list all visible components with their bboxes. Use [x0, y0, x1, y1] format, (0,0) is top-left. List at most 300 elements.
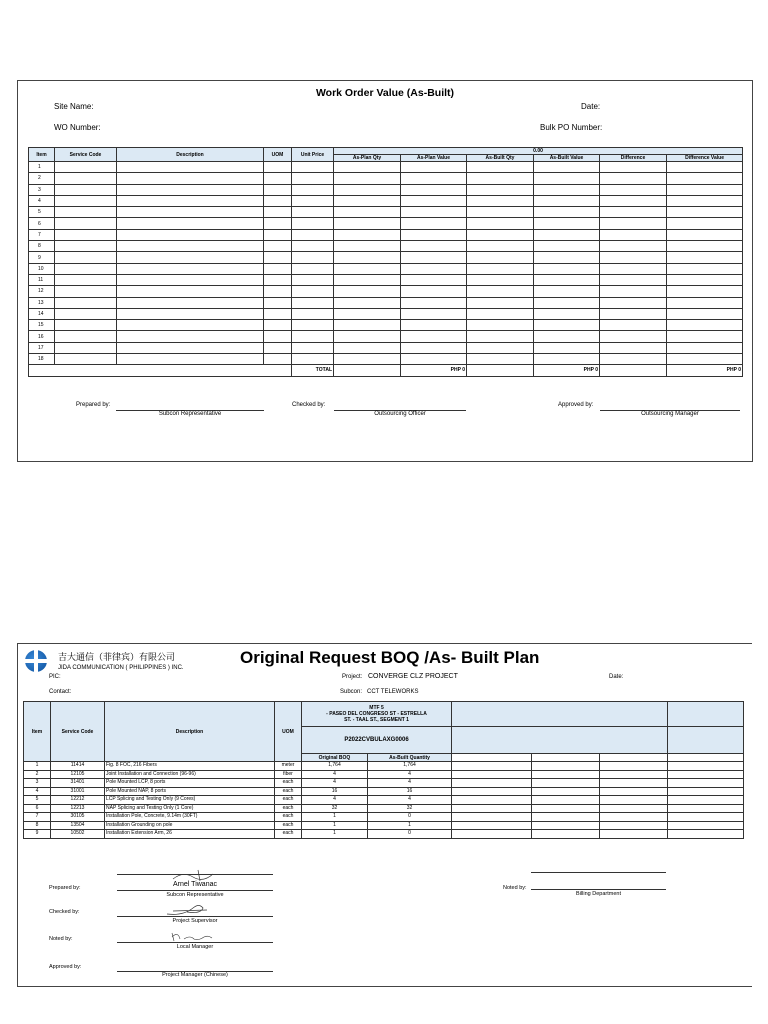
col-as-plan-value: As-Plan Value [401, 155, 467, 162]
boq-cell-orig: 4 [302, 770, 368, 779]
site-code: P2022CVBULAXG0006 [302, 727, 452, 754]
boq-cell-uom: meter [275, 762, 302, 771]
wo-row-item: 17 [29, 342, 55, 353]
boq-cell-code: 12213 [51, 804, 105, 813]
wo-cell [55, 184, 117, 195]
boq-cell-item: 7 [24, 813, 51, 822]
wo-cell [600, 354, 667, 365]
subcon-label: Subcon: [340, 689, 363, 695]
wo-cell [117, 263, 264, 274]
wo-row-item: 6 [29, 218, 55, 229]
wo-cell [467, 173, 534, 184]
noted-signature-image [168, 929, 218, 943]
boq-cell-orig: 4 [302, 779, 368, 788]
wo-cell [334, 207, 401, 218]
wo-cell [264, 162, 292, 173]
wo-cell [264, 229, 292, 240]
boq-noted-by2-label: Noted by: [503, 885, 527, 891]
wo-cell [55, 320, 117, 331]
wo-table-row [29, 162, 743, 173]
wo-cell [292, 173, 334, 184]
col-service-code: Service Code [55, 148, 117, 162]
wo-row-item: 8 [29, 241, 55, 252]
wo-cell [401, 252, 467, 263]
jida-logo-icon [25, 650, 47, 672]
wo-cell [264, 173, 292, 184]
wo-cell [292, 331, 334, 342]
wo-cell [117, 320, 264, 331]
wo-cell [334, 297, 401, 308]
wo-cell [467, 241, 534, 252]
boq-prepared-signature-line [117, 890, 273, 891]
boq-empty-cell [668, 787, 744, 796]
wo-cell [667, 195, 743, 206]
boq-empty-cell [532, 821, 600, 830]
wo-total-built-value: PHP 0 [534, 365, 600, 376]
wo-prepared-by-label: Prepared by: [76, 402, 111, 408]
wo-cell [264, 308, 292, 319]
wo-cell [667, 229, 743, 240]
wo-cell [467, 274, 534, 285]
wo-cell [55, 354, 117, 365]
boq-empty-cell [532, 787, 600, 796]
wo-cell [334, 354, 401, 365]
wo-table-row [29, 184, 743, 195]
wo-title: Work Order Value (As-Built) [315, 87, 455, 99]
boq-cell-orig: 4 [302, 796, 368, 805]
wo-row-item: 16 [29, 331, 55, 342]
wo-prepared-role: Subcon Representative [158, 411, 222, 417]
wo-cell [264, 342, 292, 353]
wo-cell [292, 241, 334, 252]
wo-table-row [29, 218, 743, 229]
boq-cell-code: 31401 [51, 779, 105, 788]
boq-noted-by2-role: Billing Department [576, 891, 621, 897]
wo-cell [55, 218, 117, 229]
boq-cell-built: 4 [368, 770, 452, 779]
wo-cell [534, 331, 600, 342]
wo-cell [264, 263, 292, 274]
boq-sheet [17, 643, 752, 987]
wo-table-row [29, 195, 743, 206]
wo-cell [401, 184, 467, 195]
wo-row-item: 11 [29, 274, 55, 285]
boq-checked-by-label: Checked by: [49, 909, 80, 915]
wo-cell [467, 308, 534, 319]
wo-cell [667, 331, 743, 342]
wo-cell [600, 331, 667, 342]
wo-cell [117, 218, 264, 229]
wo-table-row [29, 207, 743, 218]
wo-row-item: 12 [29, 286, 55, 297]
wo-cell [600, 252, 667, 263]
wo-cell [401, 354, 467, 365]
boq-cell-code: 10502 [51, 830, 105, 839]
boq-empty-cell [452, 779, 532, 788]
wo-table-row [29, 286, 743, 297]
wo-cell [534, 274, 600, 285]
boq-cell-code: 30105 [51, 813, 105, 822]
wo-cell [534, 263, 600, 274]
wo-cell [600, 320, 667, 331]
boq-empty-cell [600, 804, 668, 813]
boq-cell-built: 4 [368, 796, 452, 805]
wo-cell [467, 320, 534, 331]
wo-cell [334, 342, 401, 353]
wo-cell [55, 274, 117, 285]
project-label: Project: [342, 674, 363, 680]
boq-table-row [24, 779, 744, 788]
boq-empty-cell [452, 813, 532, 822]
pic-label: PIC: [49, 674, 61, 680]
wo-cell [117, 162, 264, 173]
wo-cell [117, 342, 264, 353]
wo-cell [467, 331, 534, 342]
wo-cell [292, 195, 334, 206]
site-name-label: Site Name: [54, 102, 94, 111]
boq-cell-uom: each [275, 821, 302, 830]
wo-cell [467, 207, 534, 218]
wo-cell [117, 331, 264, 342]
wo-row-item: 14 [29, 308, 55, 319]
boq-noted-by-label: Noted by: [49, 936, 73, 942]
wo-cell [117, 241, 264, 252]
wo-cell [334, 241, 401, 252]
wo-cell [667, 354, 743, 365]
wo-cell [264, 331, 292, 342]
col-as-plan-qty: As-Plan Qty [334, 155, 401, 162]
wo-cell [667, 207, 743, 218]
boq-cell-built: 1,764 [368, 762, 452, 771]
boq-empty-cell [668, 830, 744, 839]
wo-cell [667, 162, 743, 173]
boq-empty-cell [668, 821, 744, 830]
wo-cell [117, 297, 264, 308]
wo-cell [667, 308, 743, 319]
wo-cell [467, 252, 534, 263]
boq-cell-desc: NAP Splicing and Testing Only (1 Core) [105, 804, 275, 813]
wo-table-row [29, 331, 743, 342]
boq-empty-cell [600, 813, 668, 822]
wo-table-row [29, 354, 743, 365]
boq-cell-desc: Joint Installation and Connection (96-96) [105, 770, 275, 779]
company-name-cn: 吉大通信（菲律宾）有限公司 [58, 652, 176, 662]
wo-cell [264, 320, 292, 331]
boq-empty-cell [452, 770, 532, 779]
wo-cell [667, 173, 743, 184]
wo-cell [401, 263, 467, 274]
boq-noted-role: Local Manager [176, 944, 214, 950]
boq-empty-cell [600, 762, 668, 771]
boq-prepared-by-label: Prepared by: [49, 885, 81, 891]
boq-col-item: Item [24, 702, 51, 762]
col-unit-price: Unit Price [292, 148, 334, 162]
wo-cell [264, 218, 292, 229]
wo-cell [117, 184, 264, 195]
boq-empty-cell [532, 804, 600, 813]
wo-table-row [29, 241, 743, 252]
wo-cell [264, 297, 292, 308]
boq-empty-cell [668, 796, 744, 805]
wo-row-item: 18 [29, 354, 55, 365]
wo-cell [401, 162, 467, 173]
col-difference-value: Difference Value [667, 155, 743, 162]
wo-cell [534, 218, 600, 229]
wo-cell [55, 286, 117, 297]
wo-table [28, 147, 743, 377]
boq-cell-code: 12212 [51, 796, 105, 805]
wo-cell [667, 342, 743, 353]
wo-cell [117, 252, 264, 263]
wo-cell [667, 320, 743, 331]
boq-empty-cell [452, 830, 532, 839]
wo-table-row [29, 308, 743, 319]
wo-cell [534, 342, 600, 353]
boq-empty-cell [600, 770, 668, 779]
wo-cell [401, 331, 467, 342]
wo-cell [667, 184, 743, 195]
wo-row-item: 7 [29, 229, 55, 240]
wo-cell [117, 274, 264, 285]
wo-cell [334, 286, 401, 297]
boq-table-row [24, 762, 744, 771]
boq-title: Original Request BOQ /As- Built Plan [240, 648, 540, 667]
boq-cell-built: 0 [368, 813, 452, 822]
wo-cell [334, 320, 401, 331]
wo-row-item: 4 [29, 195, 55, 206]
wo-row-item: 13 [29, 297, 55, 308]
wo-checked-role: Outsourcing Officer [374, 411, 426, 417]
wo-total-diff-value: PHP 0 [667, 365, 743, 376]
boq-empty-cell [452, 787, 532, 796]
wo-checked-by-label: Checked by: [292, 402, 326, 408]
wo-cell [55, 173, 117, 184]
boq-cell-desc: Installation Pole, Concrete, 9.14m (30FT) [105, 813, 275, 822]
wo-row-item: 10 [29, 263, 55, 274]
boq-noted-signature-line [117, 942, 273, 943]
boq-empty-cell [600, 821, 668, 830]
wo-cell [334, 252, 401, 263]
boq-empty-cell [668, 762, 744, 771]
site-line-2: - PASEO DEL CONGRESO ST - ESTRELLA [326, 711, 427, 717]
boq-date-label: Date: [609, 674, 624, 680]
wo-cell [667, 263, 743, 274]
wo-cell [264, 195, 292, 206]
wo-cell [292, 184, 334, 195]
wo-cell [292, 308, 334, 319]
col-as-built-value: As-Built Value [534, 155, 600, 162]
wo-cell [292, 354, 334, 365]
wo-cell [534, 354, 600, 365]
wo-cell [534, 320, 600, 331]
wo-cell [292, 252, 334, 263]
boq-empty-cell [668, 770, 744, 779]
boq-cell-orig: 1 [302, 813, 368, 822]
wo-number-label: WO Number: [54, 123, 101, 132]
boq-cell-uom: fiber [275, 770, 302, 779]
boq-empty-cell [600, 830, 668, 839]
wo-cell [401, 195, 467, 206]
wo-cell [334, 195, 401, 206]
boq-empty-cell [600, 787, 668, 796]
boq-table-row [24, 770, 744, 779]
boq-table-row [24, 787, 744, 796]
boq-cell-item: 4 [24, 787, 51, 796]
boq-table-row [24, 821, 744, 830]
wo-cell [534, 229, 600, 240]
wo-cell [292, 342, 334, 353]
boq-cell-uom: each [275, 796, 302, 805]
boq-empty-cell [452, 804, 532, 813]
wo-cell [292, 286, 334, 297]
wo-cell [55, 229, 117, 240]
wo-table-row [29, 342, 743, 353]
wo-cell [534, 162, 600, 173]
wo-row-item: 1 [29, 162, 55, 173]
wo-cell [534, 241, 600, 252]
site-line-1: MTF 5 [369, 705, 384, 711]
boq-cell-orig: 16 [302, 787, 368, 796]
boq-cell-built: 16 [368, 787, 452, 796]
wo-cell [600, 263, 667, 274]
boq-col-as-built: As-Built Quantity [368, 754, 452, 762]
wo-total-label: TOTAL [292, 365, 334, 376]
bulk-po-label: Bulk PO Number: [540, 123, 603, 132]
wo-cell [292, 274, 334, 285]
wo-cell [600, 241, 667, 252]
boq-table-row [24, 796, 744, 805]
boq-cell-code: 13504 [51, 821, 105, 830]
billing-top-line [531, 872, 666, 873]
wo-cell [292, 207, 334, 218]
wo-cell [292, 263, 334, 274]
boq-cell-item: 2 [24, 770, 51, 779]
boq-table-row [24, 813, 744, 822]
wo-cell [334, 184, 401, 195]
contact-label: Contact: [49, 689, 72, 695]
boq-cell-code: 11414 [51, 762, 105, 771]
boq-approved-by-label: Approved by: [49, 964, 82, 970]
site-line-3: ST. - TAAL ST., SEGMENT 1 [344, 717, 409, 723]
wo-cell [401, 297, 467, 308]
wo-cell [334, 173, 401, 184]
boq-empty-cell [532, 779, 600, 788]
boq-cell-desc: Fig. 8 FOC, 216 Fibers [105, 762, 275, 771]
wo-cell [117, 173, 264, 184]
wo-cell [55, 263, 117, 274]
boq-checked-signature-line [117, 916, 273, 917]
subcon-value: CCT TELEWORKS [367, 689, 419, 695]
boq-empty-cell [532, 796, 600, 805]
wo-cell [600, 218, 667, 229]
wo-cell [401, 173, 467, 184]
boq-table-row [24, 804, 744, 813]
boq-cell-code: 31001 [51, 787, 105, 796]
boq-site-header [302, 702, 452, 727]
wo-cell [667, 286, 743, 297]
wo-cell [534, 297, 600, 308]
wo-cell [55, 331, 117, 342]
wo-cell [534, 308, 600, 319]
wo-cell [264, 241, 292, 252]
boq-empty-cell [600, 796, 668, 805]
project-value: CONVERGE CLZ PROJECT [368, 673, 458, 680]
wo-cell [264, 184, 292, 195]
boq-empty-cell [532, 813, 600, 822]
wo-cell [55, 342, 117, 353]
boq-cell-code: 12105 [51, 770, 105, 779]
wo-cell [55, 162, 117, 173]
work-order-sheet [17, 80, 753, 462]
boq-prepared-role: Subcon Representative [166, 892, 224, 898]
wo-cell [667, 241, 743, 252]
wo-cell [600, 207, 667, 218]
boq-cell-item: 3 [24, 779, 51, 788]
wo-cell [401, 241, 467, 252]
boq-cell-orig: 32 [302, 804, 368, 813]
wo-table-row [29, 229, 743, 240]
boq-cell-orig: 1 [302, 821, 368, 830]
boq-cell-built: 0 [368, 830, 452, 839]
boq-cell-uom: each [275, 787, 302, 796]
wo-cell [292, 320, 334, 331]
wo-cell [600, 229, 667, 240]
wo-cell [600, 184, 667, 195]
boq-cell-item: 8 [24, 821, 51, 830]
wo-cell [534, 286, 600, 297]
wo-cell [600, 308, 667, 319]
wo-cell [667, 274, 743, 285]
boq-cell-item: 1 [24, 762, 51, 771]
wo-row-item: 3 [29, 184, 55, 195]
wo-cell [401, 218, 467, 229]
wo-cell [667, 252, 743, 263]
wo-cell [264, 252, 292, 263]
wo-cell [401, 286, 467, 297]
wo-cell [600, 286, 667, 297]
wo-row-item: 9 [29, 252, 55, 263]
wo-cell [401, 308, 467, 319]
col-description: Description [117, 148, 264, 162]
wo-row-item: 15 [29, 320, 55, 331]
wo-date-label: Date: [581, 102, 601, 111]
boq-cell-built: 32 [368, 804, 452, 813]
wo-cell [334, 229, 401, 240]
col-difference: Difference [600, 155, 667, 162]
wo-cell [117, 286, 264, 297]
boq-empty-cell [452, 796, 532, 805]
company-name-en: JIDA COMMUNICATION ( PHILIPPINES ) INC. [58, 665, 184, 671]
wo-cell [534, 184, 600, 195]
wo-cell [292, 218, 334, 229]
wo-cell [401, 207, 467, 218]
col-uom: UOM [264, 148, 292, 162]
boq-checked-role: Project Supervisor [172, 918, 218, 924]
boq-cell-item: 9 [24, 830, 51, 839]
boq-cell-uom: each [275, 804, 302, 813]
wo-cell [117, 229, 264, 240]
wo-row-item: 2 [29, 173, 55, 184]
col-item: Item [29, 148, 55, 162]
boq-cell-uom: each [275, 813, 302, 822]
wo-cell [117, 308, 264, 319]
wo-table-row [29, 320, 743, 331]
wo-cell [467, 263, 534, 274]
boq-cell-orig: 1,764 [302, 762, 368, 771]
col-as-built-qty: As-Built Qty [467, 155, 534, 162]
boq-prepared-top-line [117, 874, 273, 875]
wo-cell [600, 162, 667, 173]
